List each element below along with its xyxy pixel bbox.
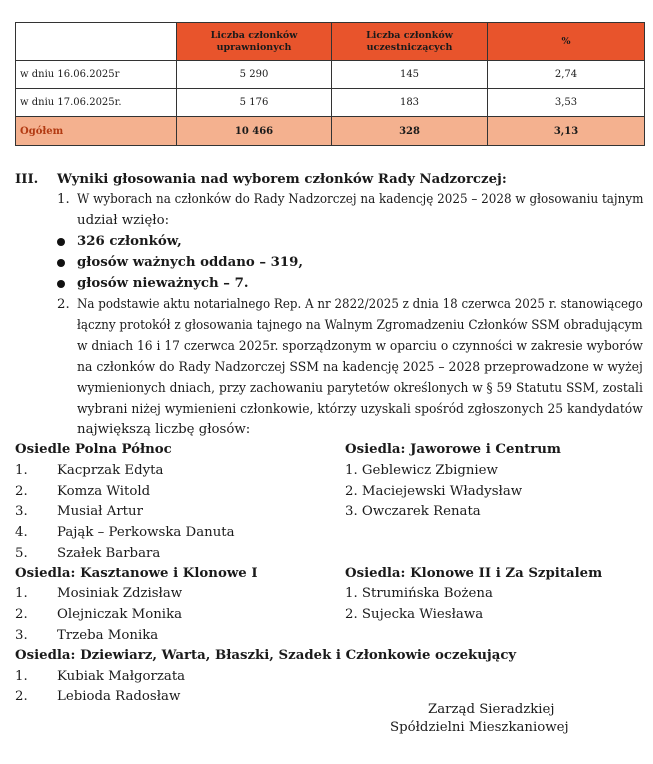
item2-line: wybrani niżej wymienieni członkowie, którzy uzyskali spośród zgłoszonych 25 kandydatów bbox=[77, 402, 643, 417]
item2-line: w dniach 16 i 17 czerwca 2025r. sporządzonym w oparciu o czynności w zakresie wyborów bbox=[77, 339, 643, 354]
item1-line2: udział wzięło: bbox=[77, 213, 170, 228]
member-name: Olejniczak Monika bbox=[57, 607, 183, 622]
bullet-icon bbox=[57, 238, 65, 246]
item2-line: łączny protokół z głosowania tajnego na Walnym Zgromadzeniu Członków SSM obradującym bbox=[77, 318, 643, 333]
header-participating bbox=[332, 23, 488, 61]
item2-line: największą liczbę głosów: bbox=[77, 422, 251, 437]
member-name: Kubiak Małgorzata bbox=[57, 669, 186, 684]
table-row bbox=[16, 61, 645, 89]
member-name: Mosiniak Zdzisław bbox=[57, 586, 183, 601]
signature-line1: Zarząd Sieradzkiej bbox=[428, 702, 555, 717]
item2-line: wymienionych dniach, przy zachowaniu parytetów określonych w § 59 Statutu SSM, zostali bbox=[77, 381, 643, 396]
item2-line: Na podstawie aktu notarialnego Rep. A nr 2822/2025 z dnia 18 czerwca 2025 r. stanowiącego bbox=[77, 297, 643, 312]
list-number: 1. bbox=[15, 586, 28, 601]
district-title-dziewiarz: Osiedla: Dziewiarz, Warta, Błaszki, Szadek i Członkowie oczekujący bbox=[15, 648, 517, 663]
table-header-row bbox=[16, 23, 645, 61]
total-participating: 328 bbox=[332, 117, 488, 146]
row-percent: 2,74 bbox=[488, 61, 645, 89]
list-number: 2. bbox=[15, 607, 28, 622]
item1-number: 1. bbox=[57, 192, 70, 207]
list-number: 3. bbox=[15, 504, 28, 519]
list-number: 2. bbox=[15, 484, 28, 499]
list-number: 1. bbox=[15, 463, 28, 478]
member-name: Szałek Barbara bbox=[57, 546, 161, 561]
member-name: Pająk – Perkowska Danuta bbox=[57, 525, 235, 540]
member-name: 2. Maciejewski Władysław bbox=[345, 484, 523, 499]
row-label: w dniu 16.06.2025r bbox=[16, 61, 177, 89]
header-eligible-line1: Liczba członków bbox=[210, 29, 298, 41]
member-name: Kacprzak Edyta bbox=[57, 463, 164, 478]
signature-line2: Spółdzielni Mieszkaniowej bbox=[390, 720, 569, 735]
row-participating: 183 bbox=[332, 89, 488, 117]
section-number: III. bbox=[15, 172, 39, 187]
list-number: 2. bbox=[15, 689, 28, 704]
item1-line1: W wyborach na członków do Rady Nadzorczej na kadencję 2025 – 2028 w głosowaniu tajnym bbox=[77, 192, 644, 207]
total-label: Ogółem bbox=[16, 117, 177, 146]
total-eligible: 10 466 bbox=[177, 117, 332, 146]
district-title-kasztanowe: Osiedla: Kasztanowe i Klonowe I bbox=[15, 566, 258, 581]
member-name: 1. Strumińska Bożena bbox=[345, 586, 493, 601]
list-number: 5. bbox=[15, 546, 28, 561]
district-title-jaworowe: Osiedla: Jaworowe i Centrum bbox=[345, 442, 561, 457]
total-percent: 3,13 bbox=[488, 117, 645, 146]
bullet-members: 326 członków, bbox=[77, 234, 182, 249]
row-label: w dniu 17.06.2025r. bbox=[16, 89, 177, 117]
row-percent: 3,53 bbox=[488, 89, 645, 117]
bullet-valid-votes: głosów ważnych oddano – 319, bbox=[77, 255, 304, 270]
district-title-klonowe2: Osiedla: Klonowe II i Za Szpitalem bbox=[345, 566, 603, 581]
list-number: 1. bbox=[15, 669, 28, 684]
table-row bbox=[16, 89, 645, 117]
participation-table bbox=[15, 22, 645, 146]
bullet-icon bbox=[57, 280, 65, 288]
item2-number: 2. bbox=[57, 297, 70, 312]
header-participating-line2: uczestniczących bbox=[366, 41, 453, 53]
member-name: Trzeba Monika bbox=[57, 628, 159, 643]
bullet-icon bbox=[57, 259, 65, 267]
item2-line: na członków do Rady Nadzorczej SSM na kadencję 2025 – 2028 przeprowadzone w wyżej bbox=[77, 360, 643, 375]
row-participating: 145 bbox=[332, 61, 488, 89]
bullet-invalid-votes: głosów nieważnych – 7. bbox=[77, 276, 249, 291]
section-title: Wyniki głosowania nad wyborem członków Rady Nadzorczej: bbox=[57, 172, 507, 187]
member-name: Musiał Artur bbox=[57, 504, 143, 519]
member-name: Komza Witold bbox=[57, 484, 151, 499]
member-name: 1. Geblewicz Zbigniew bbox=[345, 463, 498, 478]
row-eligible: 5 290 bbox=[177, 61, 332, 89]
district-title-polna: Osiedle Polna Północ bbox=[15, 442, 172, 457]
header-eligible-line2: uprawnionych bbox=[216, 41, 292, 53]
table-total-row bbox=[16, 117, 645, 146]
header-empty-cell bbox=[16, 23, 177, 61]
member-name: 3. Owczarek Renata bbox=[345, 504, 481, 519]
row-eligible: 5 176 bbox=[177, 89, 332, 117]
member-name: 2. Sujecka Wiesława bbox=[345, 607, 484, 622]
header-percent: % bbox=[488, 23, 645, 61]
header-eligible bbox=[177, 23, 332, 61]
list-number: 4. bbox=[15, 525, 28, 540]
header-participating-line1: Liczba członków bbox=[366, 29, 453, 41]
list-number: 3. bbox=[15, 628, 28, 643]
member-name: Lebioda Radosław bbox=[57, 689, 181, 704]
